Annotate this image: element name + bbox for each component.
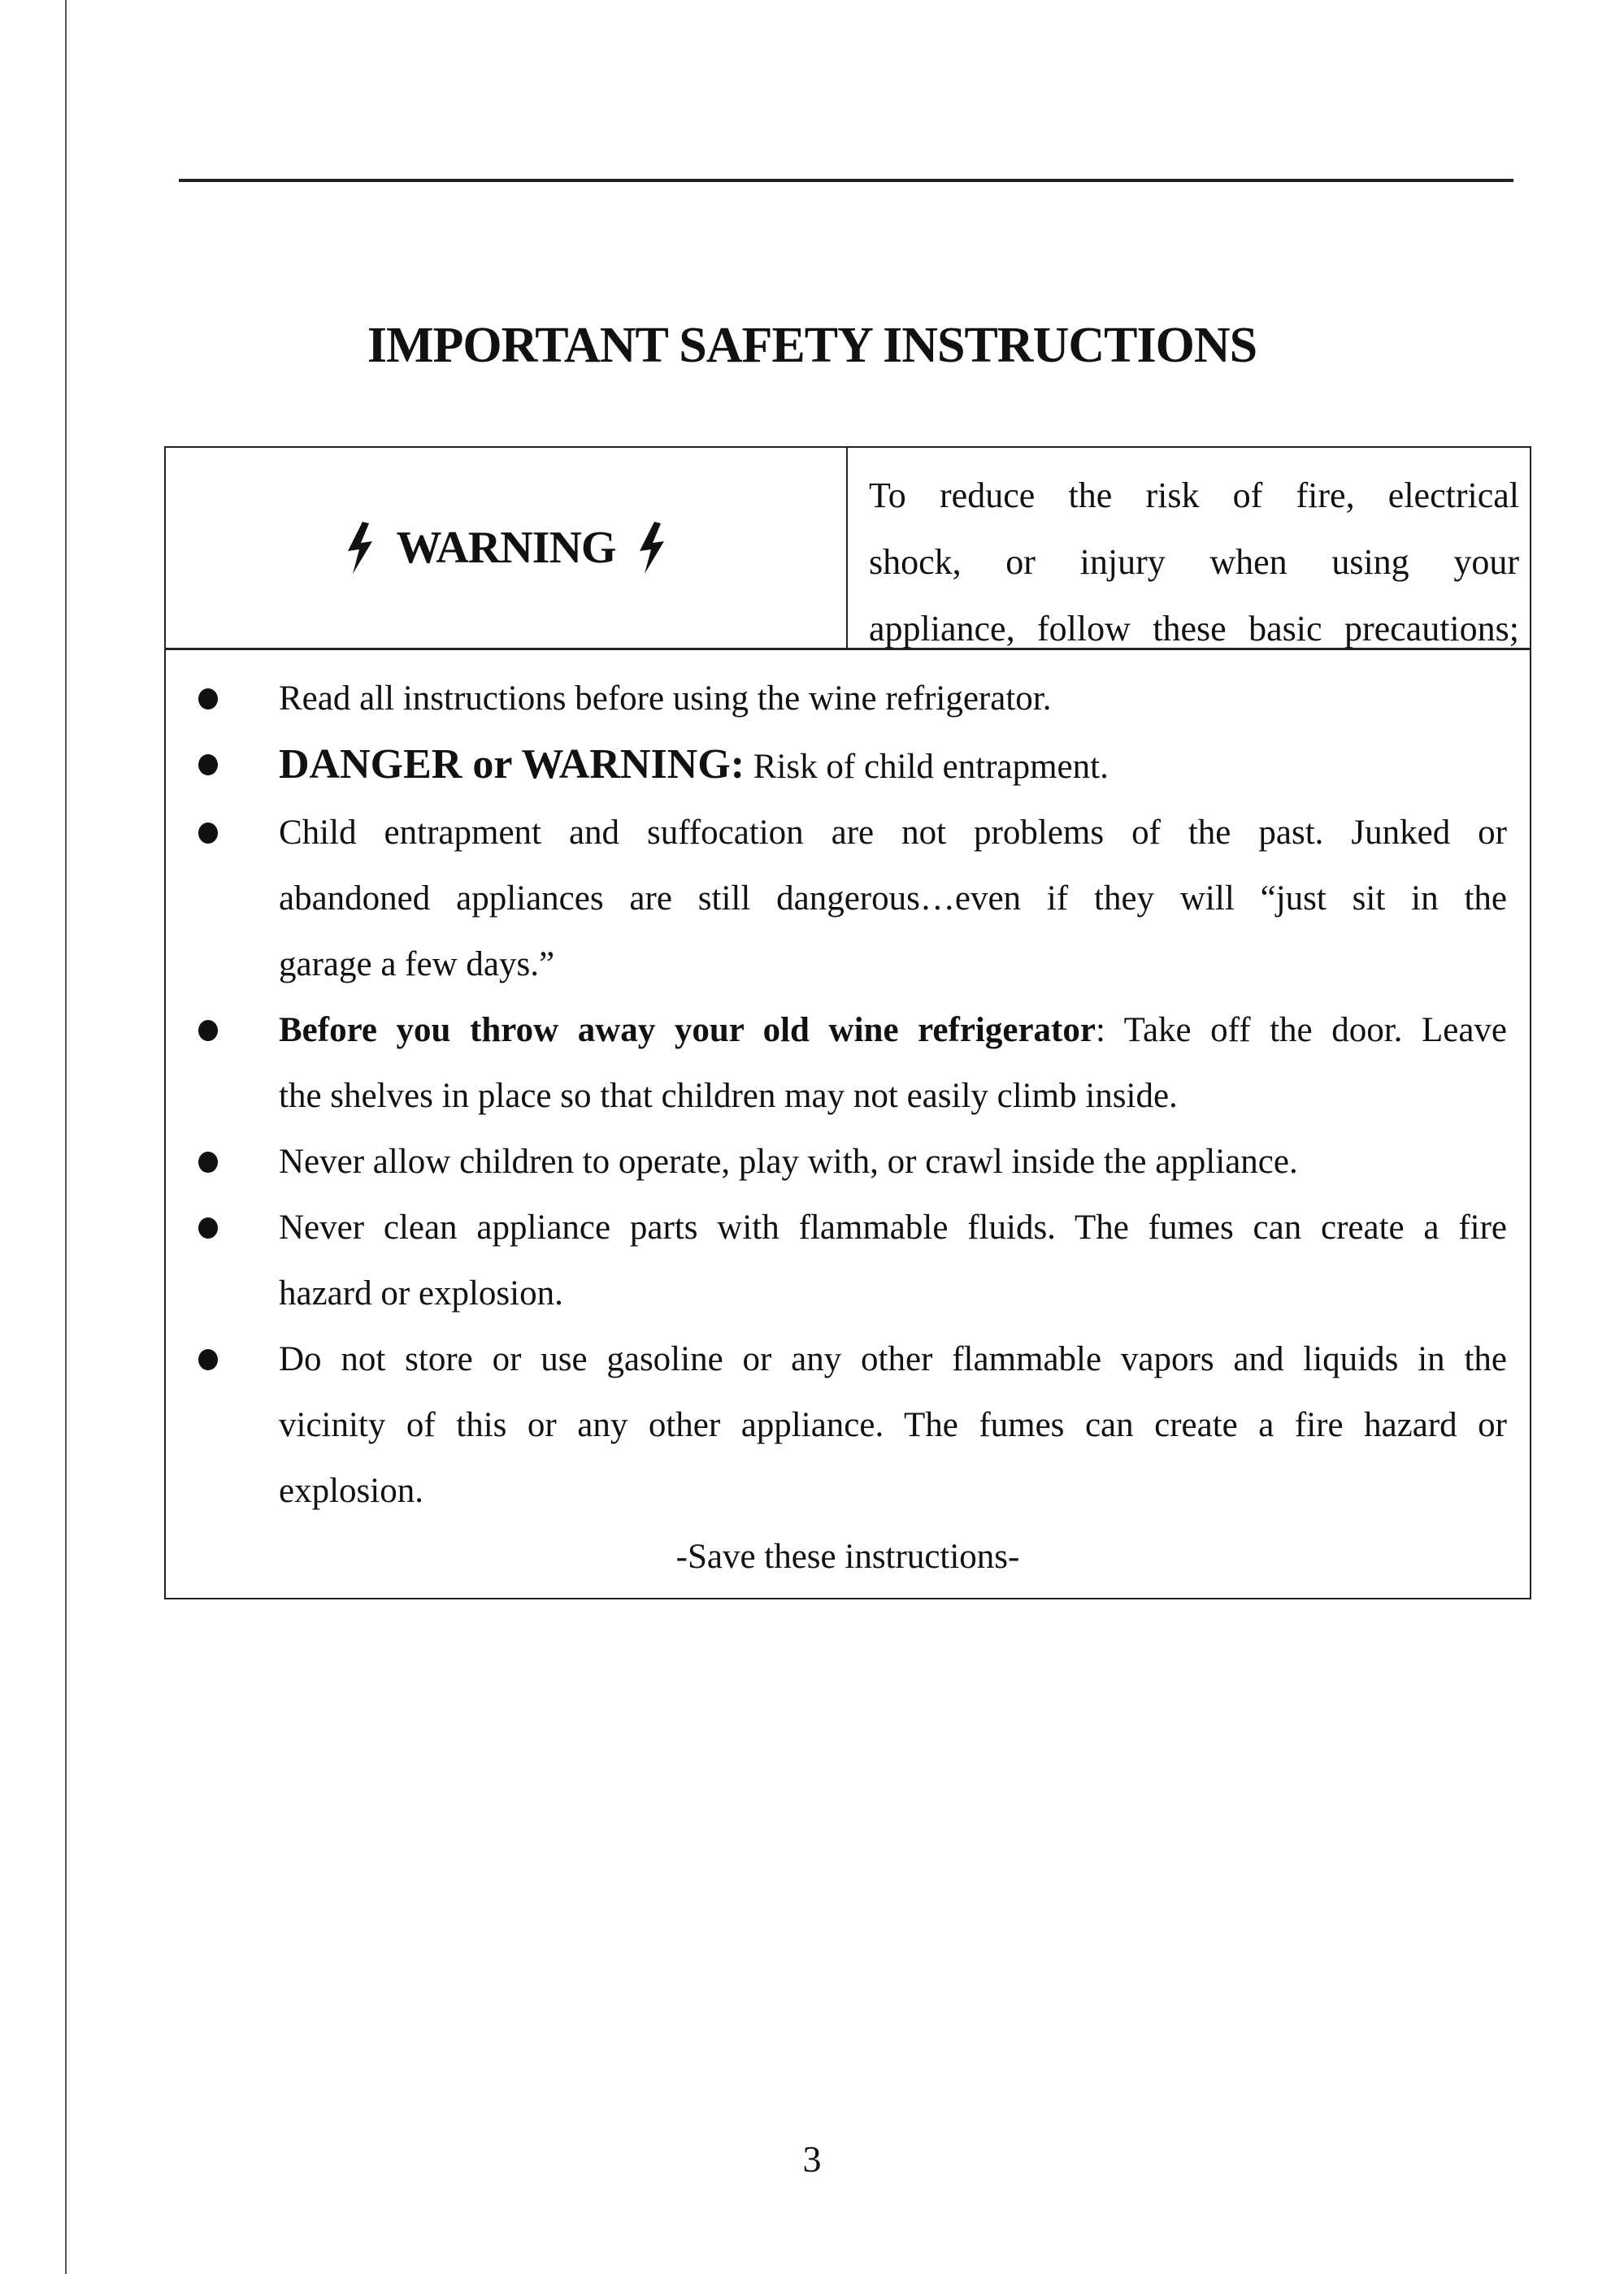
item-line: vicinity of this or any other appliance. The fumes can create a fire hazard or [279, 1406, 1507, 1444]
item-line: the shelves in place so that children may not easily climb inside. [279, 1077, 1178, 1115]
instruction-list [166, 666, 1530, 1590]
separator: : [730, 741, 745, 788]
warning-intro [869, 462, 1519, 662]
item-text: Risk of child entrapment. [745, 748, 1109, 786]
intro-line: appliance, follow these basic precautions; [869, 609, 1519, 649]
save-instructions-note: -Save these instructions- [675, 1538, 1020, 1576]
item-line: Read all instructions before using the wine refrigerator. [279, 679, 1052, 718]
item-line: Do not store or use gasoline or any other flammable vapors and liquids in the [279, 1340, 1507, 1378]
list-item [166, 1326, 1507, 1524]
bullet-icon [198, 1020, 218, 1041]
bullet-icon [198, 754, 218, 775]
list-item [166, 1129, 1507, 1195]
item-line: Never clean appliance parts with flammable fluids. The fumes can create a fire [279, 1209, 1507, 1247]
lightning-bolt-icon [636, 522, 667, 574]
item-line: Child entrapment and suffocation are not problems of the past. Junked or [279, 814, 1507, 852]
list-item [166, 1195, 1507, 1326]
bullet-icon [198, 1349, 218, 1370]
item-line: hazard or explosion. [279, 1274, 563, 1313]
intro-line: To reduce the risk of fire, electrical [869, 475, 1519, 515]
item-line: abandoned appliances are still dangerous…even if they will “just sit in the [279, 879, 1507, 918]
danger-heading: DANGER or WARNING [279, 741, 731, 788]
item-line: Never allow children to operate, play with, or crawl inside the appliance. [279, 1143, 1298, 1181]
item-text: : Take off the door. Leave [1095, 1011, 1508, 1049]
warning-header [166, 448, 1530, 650]
safety-box [164, 446, 1531, 1599]
bullet-icon [198, 688, 218, 710]
list-item [166, 731, 1507, 800]
list-item [166, 997, 1507, 1129]
item-line: explosion. [279, 1472, 423, 1510]
list-item [166, 666, 1507, 731]
warning-cell [166, 448, 848, 648]
warning-label: WARNING [396, 523, 616, 573]
bullet-icon [198, 1217, 218, 1239]
bold-lead: Before you throw away your old wine refrigerator [279, 1011, 1096, 1049]
item-line [279, 731, 1507, 800]
header-rule [179, 179, 1513, 182]
list-item [166, 800, 1507, 997]
intro-line: shock, or injury when using your [869, 542, 1519, 582]
item-line [279, 997, 1507, 1063]
page-number: 3 [802, 2138, 822, 2180]
bullet-icon [198, 1152, 218, 1173]
page-title: IMPORTANT SAFETY INSTRUCTIONS [367, 318, 1257, 373]
lightning-bolt-icon [345, 522, 376, 574]
bullet-icon [198, 822, 218, 844]
item-line: garage a few days.” [279, 945, 555, 983]
